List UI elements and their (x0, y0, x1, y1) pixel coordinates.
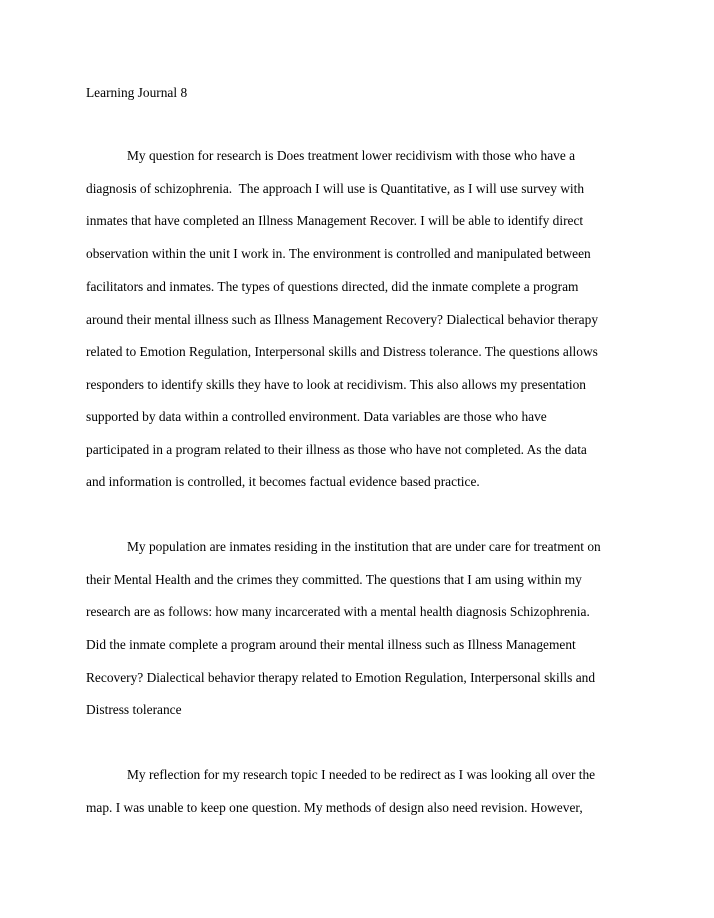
paragraph-line: My population are inmates residing in the institution that are under care for treatment on (127, 539, 601, 554)
paragraph-line: map. I was unable to keep one question. My methods of design also need revision. However, (86, 800, 583, 815)
paragraph-line: responders to identify skills they have to look at recidivism. This also allows my presentation (86, 377, 586, 392)
paragraph-line: their Mental Health and the crimes they committed. The questions that I am using within my (86, 572, 582, 587)
paragraph-line: Recovery? Dialectical behavior therapy related to Emotion Regulation, Interpersonal skills and (86, 670, 596, 685)
paragraph-line: facilitators and inmates. The types of questions directed, did the inmate complete a program (86, 279, 579, 294)
paragraph-line: and information is controlled, it becomes factual evidence based practice. (86, 474, 480, 489)
paragraph-line: observation within the unit I work in. The environment is controlled and manipulated between (86, 246, 591, 261)
document-title: Learning Journal 8 (86, 85, 188, 100)
paragraph-line: participated in a program related to their illness as those who have not completed. As the data (86, 442, 587, 457)
paragraph-line: Did the inmate complete a program around their mental illness such as Illness Management (86, 637, 576, 652)
paragraph-line: related to Emotion Regulation, Interpersonal skills and Distress tolerance. The questions allows (86, 344, 598, 359)
paragraph-line: research are as follows: how many incarcerated with a mental health diagnosis Schizophrenia. (86, 604, 590, 619)
paragraph-line: My question for research is Does treatment lower recidivism with those who have a (127, 148, 576, 163)
paragraph-line: diagnosis of schizophrenia. The approach I will use is Quantitative, as I will use survey with (86, 181, 585, 196)
paragraph-line: inmates that have completed an Illness Management Recover. I will be able to identify direct (86, 213, 584, 228)
paragraph-line: supported by data within a controlled environment. Data variables are those who have (86, 409, 547, 424)
paragraph-line: around their mental illness such as Illness Management Recovery? Dialectical behavior therapy (86, 312, 599, 327)
paragraph-line: My reflection for my research topic I needed to be redirect as I was looking all over the (127, 767, 596, 782)
paragraph-line: Distress tolerance (86, 702, 182, 717)
